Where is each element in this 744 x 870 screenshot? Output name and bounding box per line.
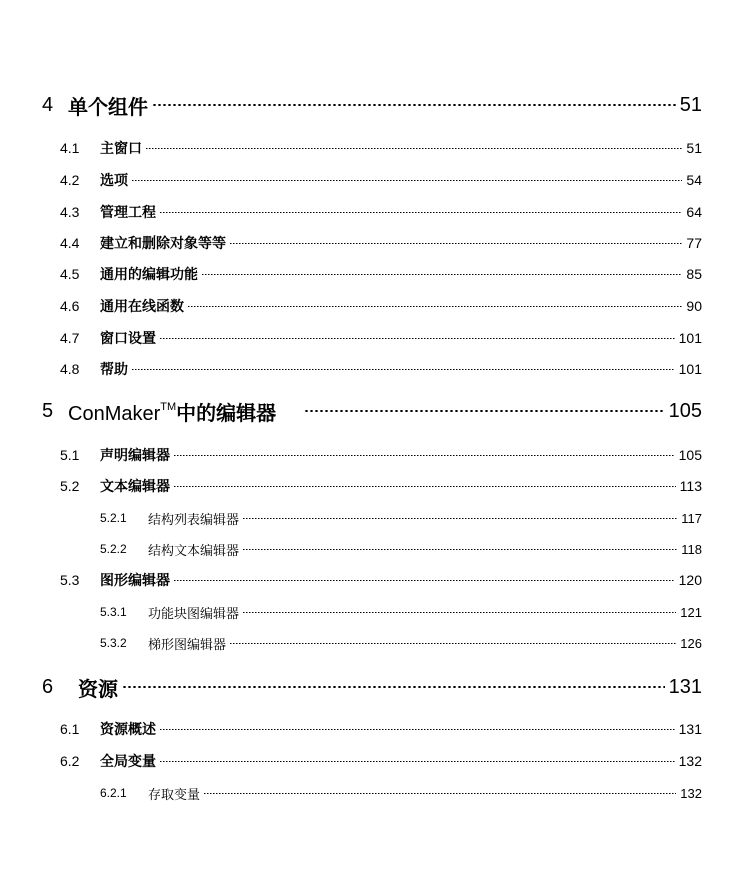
toc-section-4-5[interactable] [0,264,744,284]
toc-leader-dots [174,486,676,487]
toc-title: 功能块图编辑器 [148,605,240,621]
toc-section-5-1[interactable] [0,445,744,465]
toc-title-prefix: ConMaker [68,402,161,425]
toc-page: 113 [679,478,702,494]
toc-title: 单个组件 [68,96,148,119]
toc-number: 5.2 [60,478,80,494]
toc-page: 101 [678,330,702,346]
toc-title: 选项 [100,172,128,188]
toc-section-4-2[interactable] [0,170,744,190]
toc-title: 建立和删除对象等等 [100,235,226,251]
toc-page: 131 [678,721,702,737]
trademark-sup: TM [160,400,177,413]
toc-page: 126 [680,635,702,651]
toc-leader-dots [174,580,675,581]
toc-page: 85 [686,266,702,282]
toc-number: 4.2 [60,172,80,188]
toc-leader-dots [160,729,675,730]
toc-leader-dots [243,612,676,613]
toc-leader-dots [230,643,676,644]
toc-title: 全局变量 [100,753,156,769]
toc-number: 4.4 [60,235,80,251]
toc-chapter-5[interactable] [0,398,744,424]
toc-leader-dots [243,549,677,550]
toc-title: 资源 [78,678,118,701]
toc-number: 4.8 [60,361,80,377]
toc-leader-dots [160,212,682,213]
toc-number: 6.2 [60,753,80,769]
toc-section-4-6[interactable] [0,296,744,316]
toc-subsection-5-3-1[interactable] [0,603,744,621]
toc-number: 5.2.1 [100,511,127,525]
toc-page: 105 [678,447,702,463]
toc-subsection-5-3-2[interactable] [0,634,744,652]
toc-leader-dots [152,104,676,106]
toc-subsection-5-2-1[interactable] [0,509,744,527]
toc-title: 存取变量 [148,786,201,802]
toc-subsection-5-2-2[interactable] [0,540,744,558]
toc-number: 6.1 [60,721,80,737]
toc-title: 图形编辑器 [100,572,170,588]
toc-number: 4.3 [60,204,80,220]
toc-leader-dots [146,148,682,149]
toc-page: 90 [686,298,702,314]
toc-title: 梯形图编辑器 [148,636,227,652]
toc-page: 132 [678,753,702,769]
toc-leader-dots [204,793,676,794]
toc-section-4-1[interactable] [0,138,744,158]
toc-leader-dots [122,686,665,688]
toc-section-6-2[interactable] [0,751,744,771]
toc-leader-dots [174,455,675,456]
toc-number: 4.7 [60,330,80,346]
toc-page: 51 [686,140,702,156]
toc-leader-dots [160,761,675,762]
toc-title: 资源概述 [100,721,156,737]
toc-title: 通用的编辑功能 [100,266,198,282]
toc-page: 120 [678,572,702,588]
toc-number: 5.3.2 [100,636,127,650]
toc-number: 4.6 [60,298,80,314]
toc-leader-dots [202,274,682,275]
toc-section-5-3[interactable] [0,570,744,590]
toc-page: 101 [678,361,702,377]
toc-title-rest: 中的编辑器 [176,402,277,425]
toc-section-4-7[interactable] [0,328,744,348]
toc-page: 54 [686,172,702,188]
toc-title: 结构列表编辑器 [148,511,240,527]
toc-page: 132 [680,785,702,801]
toc-number: 5.3 [60,572,80,588]
toc-number: 6 [42,675,54,698]
toc-number: 4.5 [60,266,80,282]
toc-page: 117 [681,510,702,526]
toc-page: 118 [681,541,702,557]
toc-page: 51 [679,93,702,116]
toc-title: 主窗口 [100,140,142,156]
toc-page: 121 [680,604,702,620]
toc-title: 帮助 [100,361,128,377]
toc-number: 6.2.1 [100,786,127,800]
toc-title: 声明编辑器 [100,447,170,463]
toc-title [68,397,276,426]
toc-page: 131 [668,675,702,698]
toc-section-4-8[interactable] [0,359,744,379]
toc-title: 通用在线函数 [100,298,184,314]
toc-leader-dots [188,306,682,307]
toc-chapter-6[interactable] [0,674,744,700]
toc-number: 5.3.1 [100,605,127,619]
toc-leader-dots [132,180,682,181]
toc-number: 5 [42,399,54,422]
toc-leader-dots [160,338,675,339]
toc-chapter-4[interactable] [0,92,744,118]
toc-number: 4 [42,93,54,116]
toc-title: 文本编辑器 [100,478,170,494]
toc-number: 5.1 [60,447,80,463]
toc-section-6-1[interactable] [0,719,744,739]
toc-section-4-4[interactable] [0,233,744,253]
toc-section-4-3[interactable] [0,202,744,222]
toc-leader-dots [243,518,677,519]
toc-subsection-6-2-1[interactable] [0,784,744,802]
toc-section-5-2[interactable] [0,476,744,496]
toc-leader-dots [304,410,664,412]
toc-title: 管理工程 [100,204,156,220]
toc-title: 窗口设置 [100,330,156,346]
toc-number: 4.1 [60,140,80,156]
toc-title: 结构文本编辑器 [148,542,240,558]
toc-page: 77 [686,235,702,251]
toc-leader-dots [230,243,682,244]
toc-leader-dots [132,369,675,370]
toc-page: 105 [668,399,702,422]
toc-page: 64 [686,204,702,220]
toc-number: 5.2.2 [100,542,127,556]
